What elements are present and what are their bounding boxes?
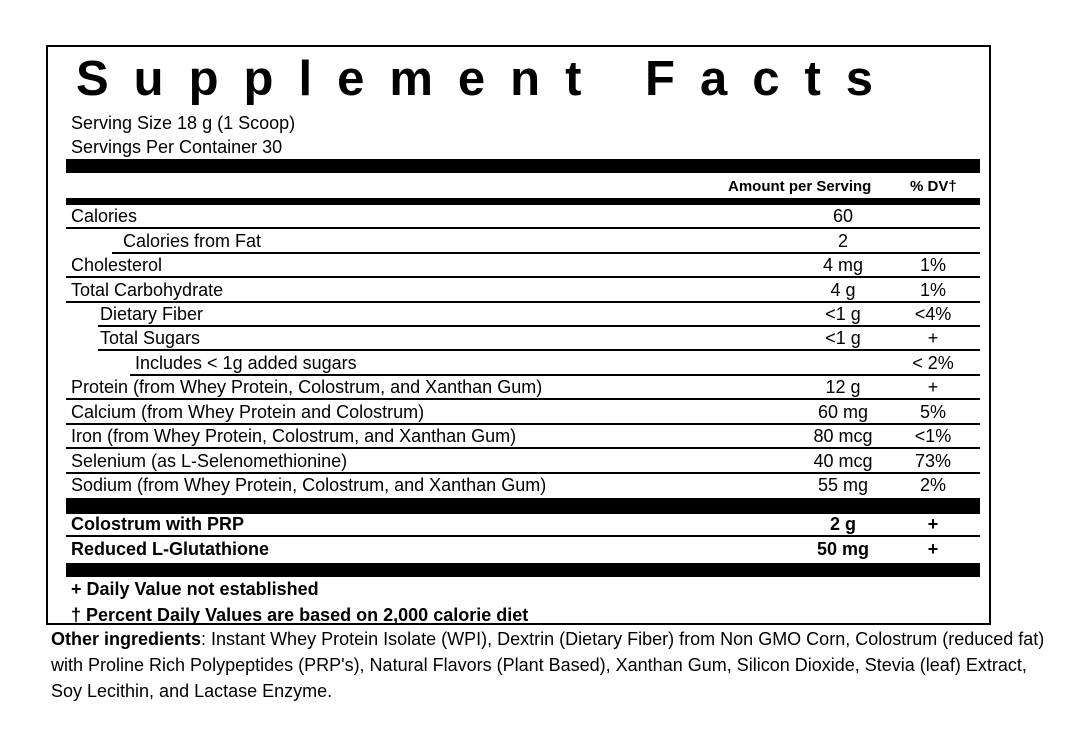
nutrient-dv: <1%: [914, 426, 952, 446]
nutrient-row: [66, 376, 980, 400]
nutrient-label: Iron (from Whey Protein, Colostrum, and Xanthan Gum): [71, 426, 517, 446]
nutrient-amount: 2: [837, 231, 848, 251]
nutrient-row: [66, 254, 980, 278]
nutrient-amount: 12 g: [825, 377, 861, 397]
nutrient-label: Calories from Fat: [123, 231, 262, 251]
nutrient-dv: +: [927, 539, 939, 559]
row-divider: [66, 447, 980, 449]
footnote-daily-value: + Daily Value not established: [71, 579, 319, 599]
amount-per-serving-header: Amount per Serving: [728, 178, 872, 195]
thick-divider-2: [66, 498, 980, 514]
other-ingredients: [51, 626, 1051, 704]
row-divider: [66, 227, 980, 229]
nutrient-row: [66, 450, 980, 474]
dv-header: % DV†: [910, 178, 957, 195]
nutrient-dv: 1%: [919, 255, 946, 275]
nutrient-dv: 1%: [919, 280, 946, 300]
thick-divider-3: [66, 563, 980, 577]
nutrient-label: Dietary Fiber: [100, 304, 204, 324]
nutrient-amount: <1 g: [825, 328, 861, 348]
nutrient-row: [66, 538, 980, 562]
footnote-percent-dv: † Percent Daily Values are based on 2,000 calorie diet: [71, 605, 529, 625]
nutrient-dv: +: [927, 328, 939, 348]
nutrient-row: [66, 474, 980, 498]
nutrient-row: [66, 205, 980, 229]
servings-per-container: Servings Per Container 30: [71, 137, 283, 157]
nutrient-dv: < 2%: [912, 353, 954, 373]
nutrient-label: Colostrum with PRP: [71, 514, 245, 534]
nutrient-amount: 4 mg: [822, 255, 864, 275]
nutrient-dv: +: [927, 514, 939, 534]
nutrient-row: [66, 352, 980, 376]
supplement-facts-panel: [46, 45, 991, 625]
row-divider: [66, 276, 980, 278]
nutrient-amount: <1 g: [825, 304, 861, 324]
nutrient-row: [66, 401, 980, 425]
nutrient-amount: 55 mg: [817, 475, 869, 495]
nutrient-label: Reduced L-Glutathione: [71, 539, 269, 559]
nutrient-label: Total Carbohydrate: [71, 280, 224, 300]
nutrient-row: [66, 230, 980, 254]
row-divider: [98, 349, 980, 351]
thick-divider: [66, 159, 980, 173]
nutrient-dv: +: [927, 377, 939, 397]
nutrient-amount: 2 g: [829, 514, 856, 534]
nutrient-row: [66, 327, 980, 351]
other-ingredients-text: : Instant Whey Protein Isolate (WPI), Dextrin (Dietary Fiber) from Non GMO Corn, Colostrum (reduced fat) with Proline Rich Polypeptides (PRP's), Natural Flavors (Plant Based), Xanthan Gum, Silicon Dioxide, Stevia (leaf) Extract, Soy Lecithin, and Lactase Enzyme.: [51, 629, 1045, 701]
nutrient-label: Total Sugars: [100, 328, 201, 348]
nutrient-label: Includes < 1g added sugars: [135, 353, 357, 373]
nutrient-label: Sodium (from Whey Protein, Colostrum, and Xanthan Gum): [71, 475, 547, 495]
nutrient-amount: 40 mcg: [813, 451, 873, 471]
nutrient-amount: 50 mg: [816, 539, 870, 559]
nutrient-row: [66, 425, 980, 449]
nutrient-label: Cholesterol: [71, 255, 163, 275]
nutrient-label: Protein (from Whey Protein, Colostrum, and Xanthan Gum): [71, 377, 543, 397]
nutrient-dv: 2%: [919, 475, 946, 495]
nutrient-label: Selenium (as L-Selenomethionine): [71, 451, 348, 471]
nutrient-row: [66, 279, 980, 303]
serving-size: Serving Size 18 g (1 Scoop): [71, 113, 296, 133]
nutrient-label: Calories: [71, 206, 138, 226]
nutrient-dv: 5%: [919, 402, 946, 422]
row-divider: [66, 398, 980, 400]
panel-title: Supplement Facts: [76, 52, 899, 106]
nutrient-amount: 4 g: [830, 280, 856, 300]
nutrient-dv: 73%: [914, 451, 952, 471]
nutrient-row: [66, 513, 980, 537]
nutrient-row: [66, 303, 980, 327]
nutrient-label: Calcium (from Whey Protein and Colostrum): [71, 402, 425, 422]
medium-divider: [66, 198, 980, 205]
nutrient-amount: 60 mg: [817, 402, 869, 422]
nutrient-amount: 60: [832, 206, 854, 226]
other-ingredients-label: Other ingredients: [51, 629, 202, 649]
nutrient-amount: 80 mcg: [813, 426, 873, 446]
nutrient-dv: <4%: [914, 304, 952, 324]
row-divider: [66, 535, 980, 537]
